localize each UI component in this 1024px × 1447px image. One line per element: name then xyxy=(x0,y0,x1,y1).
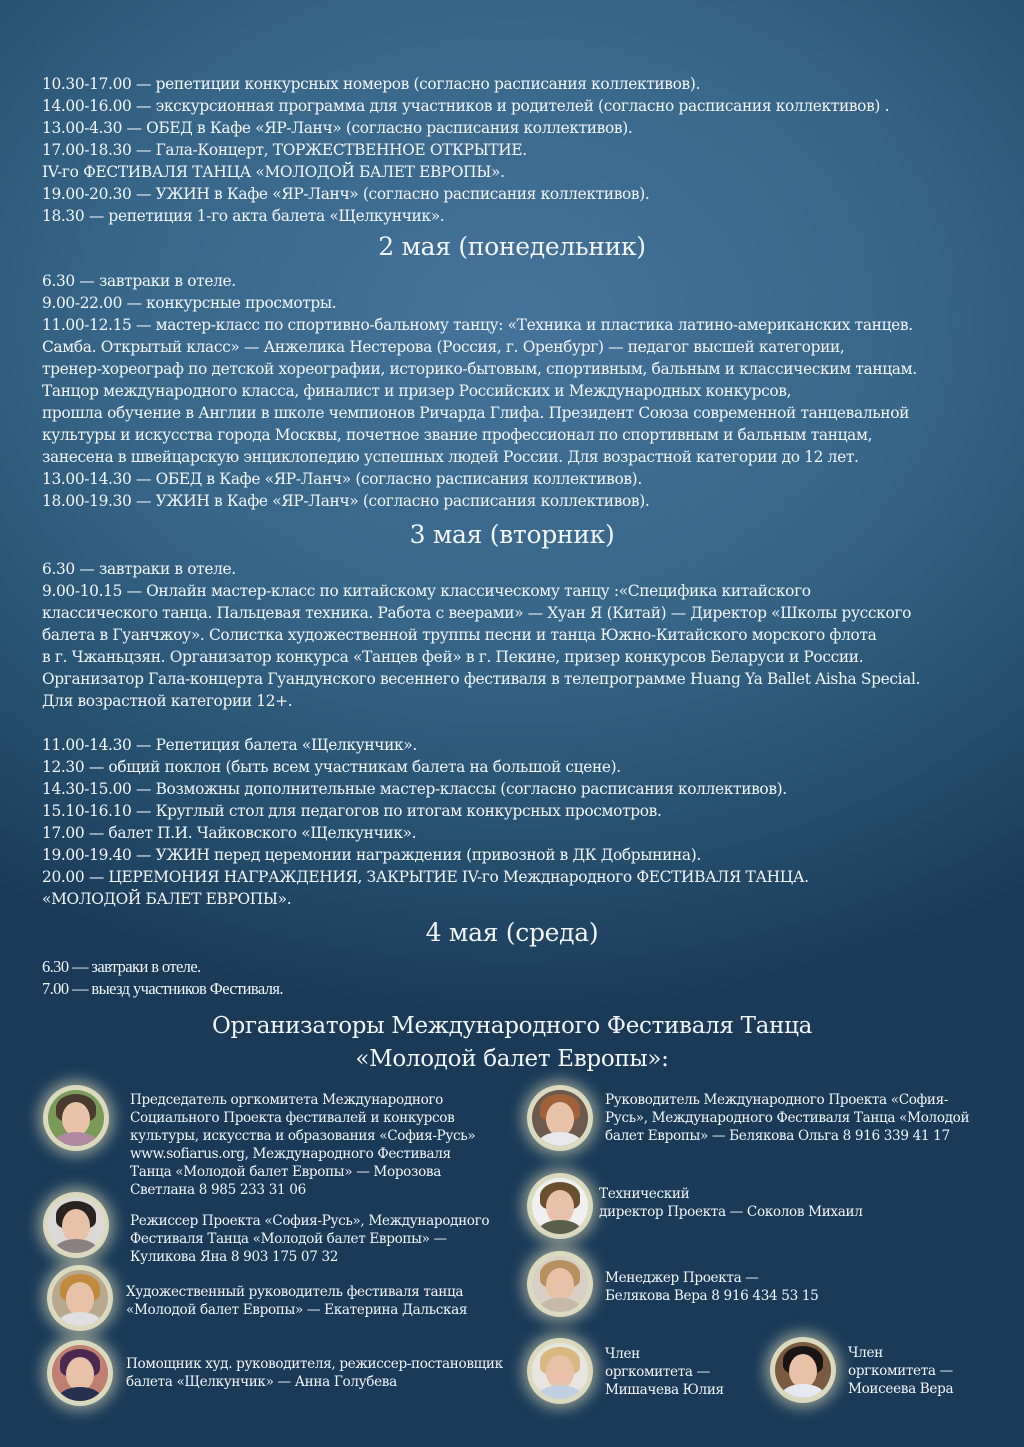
schedule-item: 13.00-4.30 — ОБЕД в Кафе «ЯР-Ланч» (согласно расписания коллективов). xyxy=(42,119,633,137)
organizer-text: Помощник худ. руководителя, режиссер-постановщик xyxy=(126,1356,503,1372)
organizer-text: Технический xyxy=(599,1186,690,1202)
avatar xyxy=(532,1178,588,1234)
organizer-text: Светлана 8 985 233 31 06 xyxy=(130,1182,306,1198)
organizer-text: Менеджер Проекта — xyxy=(605,1270,759,1286)
schedule-item: 17.00 — балет П.И. Чайковского «Щелкунчик». xyxy=(42,824,417,842)
organizer-text: оргкомитета — xyxy=(848,1363,953,1379)
organizer-text: директор Проекта — Соколов Михаил xyxy=(599,1204,863,1220)
schedule-item: 19.00-19.40 — УЖИН перед церемонии награждения (привозной в ДК Добрынина). xyxy=(42,846,701,864)
schedule-item: 17.00-18.30 — Гала-Концерт, ТОРЖЕСТВЕННОЕ ОТКРЫТИЕ. xyxy=(42,141,527,159)
organizer-text: Танца «Молодой балет Европы» — Морозова xyxy=(130,1164,441,1180)
organizer-text: Художественный руководитель фестиваля танца xyxy=(126,1284,464,1300)
avatar xyxy=(48,1197,104,1253)
organizer-text: Мишачева Юлия xyxy=(605,1382,724,1398)
organizer-text: Белякова Вера 8 916 434 53 15 xyxy=(605,1288,819,1304)
schedule-item: 9.00-10.15 — Онлайн мастер-класс по китайскому классическому танцу :«Специфика китайского xyxy=(42,582,811,600)
schedule-item: 12.30 — общий поклон (быть всем участникам балета на большой сцене). xyxy=(42,758,621,776)
schedule-item: IV-го ФЕСТИВАЛЯ ТАНЦА «МОЛОДОЙ БАЛЕТ ЕВРОПЫ». xyxy=(42,163,505,181)
schedule-item: прошла обучение в Англии в школе чемпионов Ричарда Глифа. Президент Союза современной танцевальной xyxy=(42,404,910,422)
organizer-text: культуры, искусства и образования «София-Русь» xyxy=(130,1128,476,1144)
avatar xyxy=(52,1345,108,1401)
schedule-item: 11.00-14.30 — Репетиция балета «Щелкунчик». xyxy=(42,736,417,754)
avatar xyxy=(532,1090,588,1146)
organizer-text: Русь», Международного Фестиваля Танца «Молодой xyxy=(605,1110,970,1126)
organizer-text: балет Европы» — Белякова Ольга 8 916 339 41 17 xyxy=(605,1128,950,1144)
avatar xyxy=(775,1342,831,1398)
schedule-item: 14.00-16.00 — экскурсионная программа для участников и родителей (согласно расписания коллективов) . xyxy=(42,97,890,115)
organizer-text: Моисеева Вера xyxy=(848,1381,954,1397)
schedule-item: 13.00-14.30 — ОБЕД в Кафе «ЯР-Ланч» (согласно расписания коллективов). xyxy=(42,470,642,488)
schedule-item: Организатор Гала-концерта Гуандунского весеннего фестиваля в телепрограмме Huang Ya Ballet Aisha Special. xyxy=(42,670,921,688)
schedule-item: 15.10-16.10 — Круглый стол для педагогов по итогам конкурсных просмотров. xyxy=(42,802,662,820)
schedule-item: 6.30 — завтраки в отеле. xyxy=(42,272,236,290)
schedule-item: 14.30-15.00 — Возможны дополнительные мастер-классы (согласно расписания коллективов). xyxy=(42,780,787,798)
organizer-link[interactable]: www.sofiarus.org, Международного Фестиваля xyxy=(130,1146,451,1162)
organizer-text: Член xyxy=(605,1346,640,1362)
schedule-item: классического танца. Пальцевая техника. Работа с веерами» — Хуан Я (Китай) — Директор «Школы русского xyxy=(42,604,912,622)
organizer-text: Председатель оргкомитета Международного xyxy=(130,1092,444,1108)
schedule-item: 7.00 — выезд участников Фестиваля. xyxy=(42,979,283,998)
schedule-item: 18.30 — репетиция 1-го акта балета «Щелкунчик». xyxy=(42,207,445,225)
avatar xyxy=(52,1270,108,1326)
schedule-item: 20.00 — ЦЕРЕМОНИЯ НАГРАЖДЕНИЯ, ЗАКРЫТИЕ IV-го Междн​ародного ФЕСТИВАЛЯ ТАНЦА. xyxy=(42,868,809,886)
schedule-item: 6.30 — завтраки в отеле. xyxy=(42,957,201,976)
organizers-subtitle: «Молодой балет Европы»: xyxy=(355,1046,669,1072)
organizer-text: Куликова Яна 8 903 175 07 32 xyxy=(130,1249,339,1265)
schedule-item: балета в Гуанчжоу». Солистка художественной труппы песни и танца Южно-Китайского морского флота xyxy=(42,626,877,644)
schedule-item: в г. Чжаньцзян. Организатор конкурса «Танцев фей» в г. Пекине, призер конкурсов Беларуси и России. xyxy=(42,648,864,666)
avatar xyxy=(48,1090,104,1146)
avatar xyxy=(532,1256,588,1312)
day-heading: 2 мая (понедельник) xyxy=(378,232,646,261)
day-heading: 3 мая (вторник) xyxy=(409,520,615,549)
schedule-item: занесена в швейцарскую энциклопедию успешных людей России. Для возрастной категории до 12 лет. xyxy=(42,448,859,466)
schedule-item: культуры и искусства города Москвы, почетное звание профессионал по спортивным и бальным танцам, xyxy=(42,426,873,444)
schedule-item: 9.00-22.00 — конкурсные просмотры. xyxy=(42,294,337,312)
organizer-text: Фестиваля Танца «Молодой балет Европы» — xyxy=(130,1231,447,1247)
avatar xyxy=(532,1343,588,1399)
organizer-text: балета «Щелкунчик» — Анна Голубева xyxy=(126,1374,397,1390)
schedule-item: Танцор международного класса, финалист и призер Российских и Международных конкурсов, xyxy=(42,382,792,400)
organizer-text: Социального Проекта фестивалей и конкурсов xyxy=(130,1110,455,1126)
organizer-text: оргкомитета — xyxy=(605,1364,710,1380)
organizer-text: Режиссер Проекта «София-Русь», Международного xyxy=(130,1213,490,1229)
schedule-item: Для возрастной категории 12+. xyxy=(42,692,293,710)
organizer-text: Член xyxy=(848,1345,883,1361)
schedule-item: Самба. Открытый класс» — Анжелика Нестерова (Россия, г. Оренбург) — педагог высшей категории, xyxy=(42,338,845,356)
organizer-text: «Молодой балет Европы» — Екатерина Дальская xyxy=(126,1302,468,1318)
organizer-text: Руководитель Международного Проекта «София- xyxy=(605,1092,949,1108)
schedule-item: «МОЛОДОЙ БАЛЕТ ЕВРОПЫ». xyxy=(42,890,292,908)
schedule-item: 6.30 — завтраки в отеле. xyxy=(42,560,236,578)
schedule-item: 18.00-19.30 — УЖИН в Кафе «ЯР-Ланч» (согласно расписания коллективов). xyxy=(42,492,650,510)
schedule-item: 19.00-20.30 — УЖИН в Кафе «ЯР-Ланч» (согласно расписания коллективов). xyxy=(42,185,650,203)
schedule-item: 11.00-12.15 — мастер-класс по спортивно-бальному танцу: «Техника и пластика латино-американских танцев. xyxy=(42,316,913,334)
schedule-item: 10.30-17.00 — репетиции конкурсных номеров (согласно расписания коллективов). xyxy=(42,75,701,93)
schedule-item: тренер-хореограф по детской хореографии, историко-бытовым, спортивным, бальным и классическим танцам. xyxy=(42,360,917,378)
organizers-title: Организаторы Международного Фестиваля Танца xyxy=(211,1013,813,1039)
day-heading: 4 мая (среда) xyxy=(425,918,599,947)
